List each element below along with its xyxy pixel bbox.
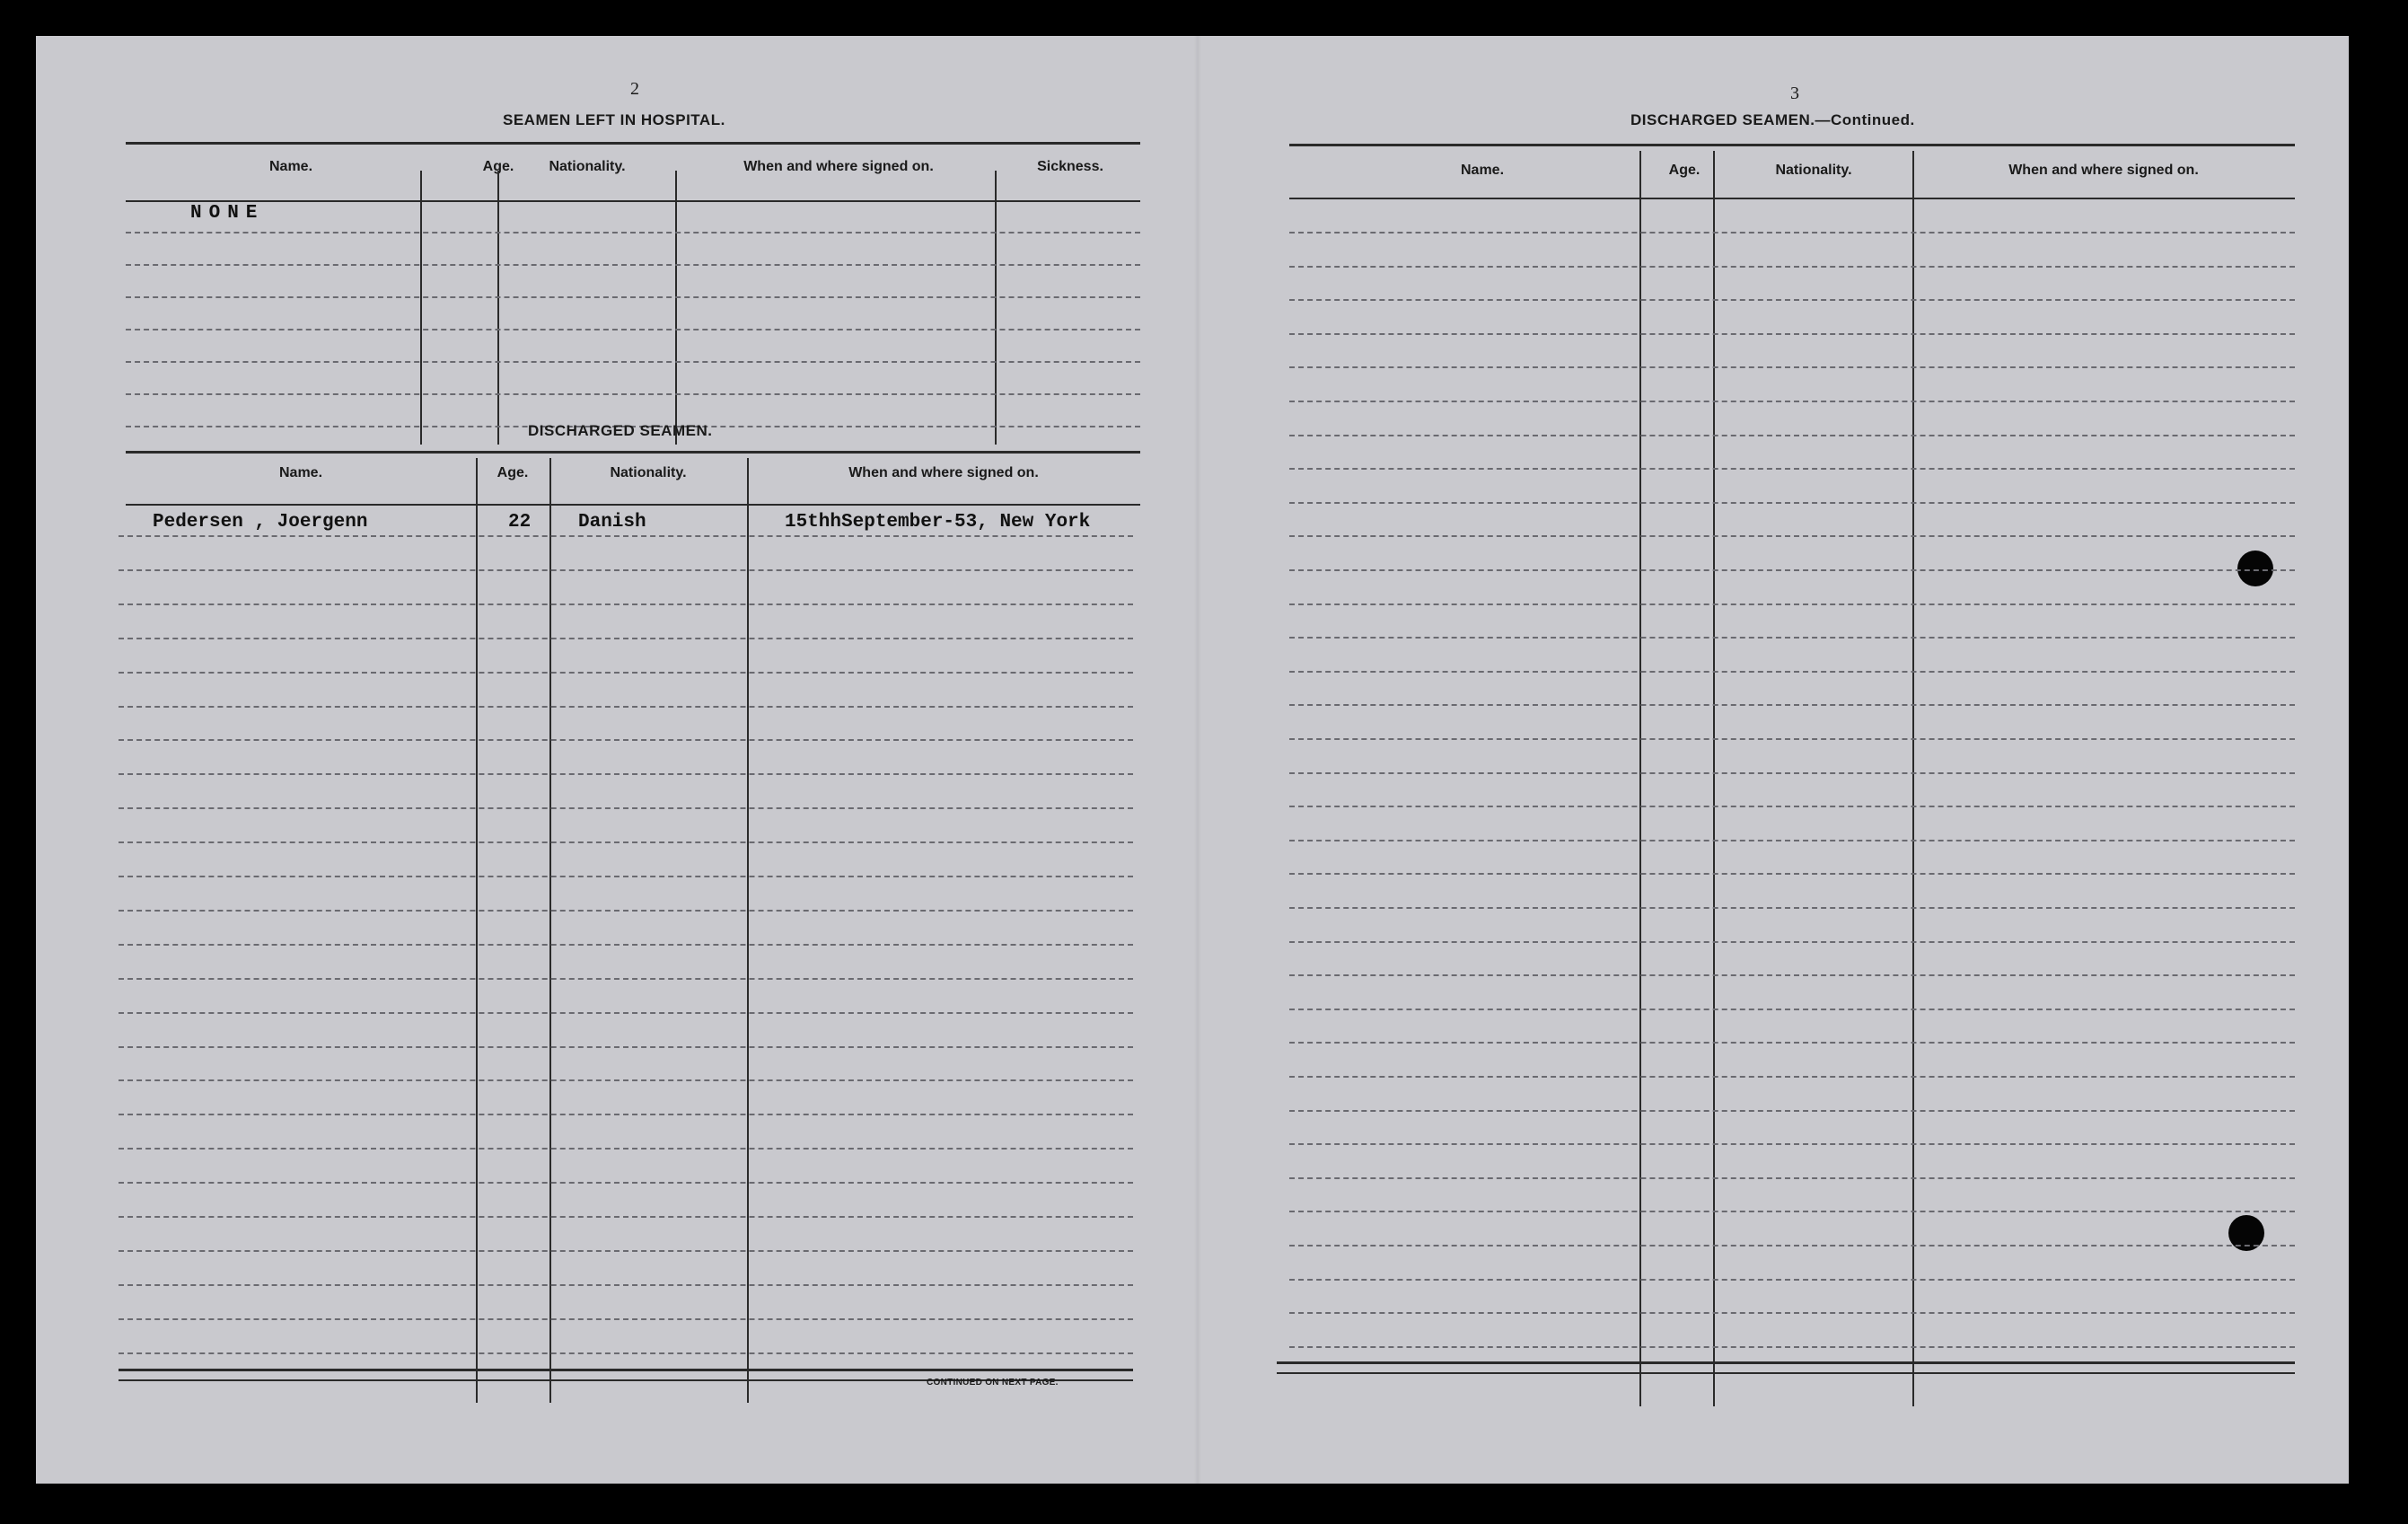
hospital-divider <box>497 171 499 445</box>
dotted-line <box>1289 1245 2295 1247</box>
dotted-line <box>119 1216 1133 1218</box>
dotted-line <box>1289 1076 2295 1078</box>
right-divider <box>1639 151 1641 1406</box>
dotted-line <box>1289 637 2295 639</box>
continued-footer: CONTINUED ON NEXT PAGE. <box>927 1378 1059 1387</box>
dotted-line <box>119 672 1133 674</box>
discharged-row-signed-on: 15thhSeptember-53, New York <box>785 512 1091 533</box>
right-col-nationality: Nationality. <box>1775 163 1852 178</box>
right-page-number: 3 <box>1790 84 1799 103</box>
dotted-line <box>1289 366 2295 368</box>
dotted-line <box>126 329 1140 330</box>
dotted-line <box>119 603 1133 605</box>
dotted-line <box>126 361 1140 363</box>
dotted-line <box>1289 907 2295 909</box>
hospital-col-nationality: Nationality. <box>549 159 626 174</box>
dotted-line <box>1289 468 2295 470</box>
dotted-line <box>1289 1009 2295 1010</box>
dotted-line <box>119 978 1133 980</box>
discharged-row-name: Pedersen , Joergenn <box>153 512 368 533</box>
hospital-divider <box>995 171 997 445</box>
dotted-line <box>1289 1279 2295 1281</box>
hospital-entry: NONE <box>190 203 265 224</box>
dotted-line <box>1289 1211 2295 1212</box>
dotted-line <box>1289 1143 2295 1145</box>
right-col-name: Name. <box>1460 163 1505 178</box>
dotted-line <box>126 264 1140 266</box>
discharged-top-rule <box>126 451 1140 454</box>
dotted-line <box>119 569 1133 571</box>
dotted-line <box>1289 671 2295 673</box>
dotted-line <box>126 296 1140 298</box>
center-fold <box>1194 36 1201 1484</box>
right-divider <box>1713 151 1715 1406</box>
dotted-line <box>119 535 1133 537</box>
dotted-line <box>1289 435 2295 436</box>
hospital-top-rule <box>126 142 1140 145</box>
dotted-line <box>1289 704 2295 706</box>
dotted-line <box>126 232 1140 233</box>
discharged-row-age: 22 <box>508 512 532 533</box>
document-sheet <box>36 36 2349 1484</box>
hospital-divider <box>420 171 422 445</box>
right-divider <box>1912 151 1914 1406</box>
right-top-rule <box>1289 144 2295 146</box>
discharged-divider <box>549 458 551 1403</box>
right-header-rule <box>1289 198 2295 199</box>
hospital-col-signed-on: When and where signed on. <box>743 159 934 174</box>
dotted-line <box>119 944 1133 946</box>
dotted-line <box>119 1284 1133 1286</box>
dotted-line <box>119 876 1133 877</box>
discharged-col-signed-on: When and where signed on. <box>848 465 1039 480</box>
right-col-signed-on: When and where signed on. <box>2008 163 2199 178</box>
dotted-line <box>119 773 1133 775</box>
dotted-line <box>1289 266 2295 268</box>
hospital-section-title: SEAMEN LEFT IN HOSPITAL. <box>503 111 725 128</box>
discharged-section-title: DISCHARGED SEAMEN. <box>528 422 713 439</box>
dotted-line <box>119 1182 1133 1184</box>
dotted-line <box>119 807 1133 809</box>
dotted-line <box>119 1148 1133 1150</box>
dotted-line <box>119 1352 1133 1354</box>
discharged-divider <box>747 458 749 1403</box>
left-page-number: 2 <box>630 79 639 99</box>
hospital-col-age: Age. <box>482 159 514 174</box>
dotted-line <box>1289 941 2295 943</box>
dotted-line <box>119 1012 1133 1014</box>
dotted-line <box>119 638 1133 639</box>
right-col-age: Age. <box>1668 163 1701 178</box>
dotted-line <box>119 910 1133 912</box>
dotted-line <box>1289 333 2295 335</box>
dotted-line <box>1289 806 2295 807</box>
discharged-continued-title: DISCHARGED SEAMEN.—Continued. <box>1630 111 1915 128</box>
dotted-line <box>1289 502 2295 504</box>
discharged-bottom-rule <box>119 1369 1133 1371</box>
dotted-line <box>119 1046 1133 1048</box>
hospital-header-rule <box>126 200 1140 202</box>
dotted-line <box>1289 535 2295 537</box>
dotted-line <box>119 739 1133 741</box>
right-bottom-rule-2 <box>1277 1372 2295 1374</box>
discharged-divider <box>476 458 478 1403</box>
dotted-line <box>1289 974 2295 976</box>
right-bottom-rule <box>1277 1361 2295 1364</box>
dotted-line <box>1289 569 2295 571</box>
discharged-col-nationality: Nationality. <box>610 465 687 480</box>
dotted-line <box>119 1318 1133 1320</box>
dotted-line <box>119 841 1133 843</box>
dotted-line <box>1289 738 2295 740</box>
dotted-line <box>1289 873 2295 875</box>
hospital-col-name: Name. <box>268 159 313 174</box>
dotted-line <box>1289 1110 2295 1112</box>
dotted-line <box>119 1114 1133 1115</box>
dotted-line <box>1289 1177 2295 1179</box>
dotted-line <box>1289 1312 2295 1314</box>
dotted-line <box>119 706 1133 708</box>
dotted-line <box>1289 772 2295 774</box>
dotted-line <box>1289 840 2295 841</box>
discharged-col-name: Name. <box>278 465 323 480</box>
dotted-line <box>1289 299 2295 301</box>
dotted-line <box>119 1079 1133 1081</box>
hospital-divider <box>675 171 677 445</box>
discharged-row-nationality: Danish <box>578 512 646 533</box>
dotted-line <box>1289 232 2295 233</box>
dotted-line <box>1289 1346 2295 1348</box>
hospital-col-sickness: Sickness. <box>1037 159 1103 174</box>
discharged-header-rule <box>126 504 1140 506</box>
dotted-line <box>1289 603 2295 605</box>
dotted-line <box>1289 1042 2295 1044</box>
dotted-line <box>1289 401 2295 402</box>
discharged-col-age: Age. <box>497 465 529 480</box>
dotted-line <box>119 1250 1133 1252</box>
punch-hole-icon <box>2237 551 2273 586</box>
dotted-line <box>126 393 1140 395</box>
